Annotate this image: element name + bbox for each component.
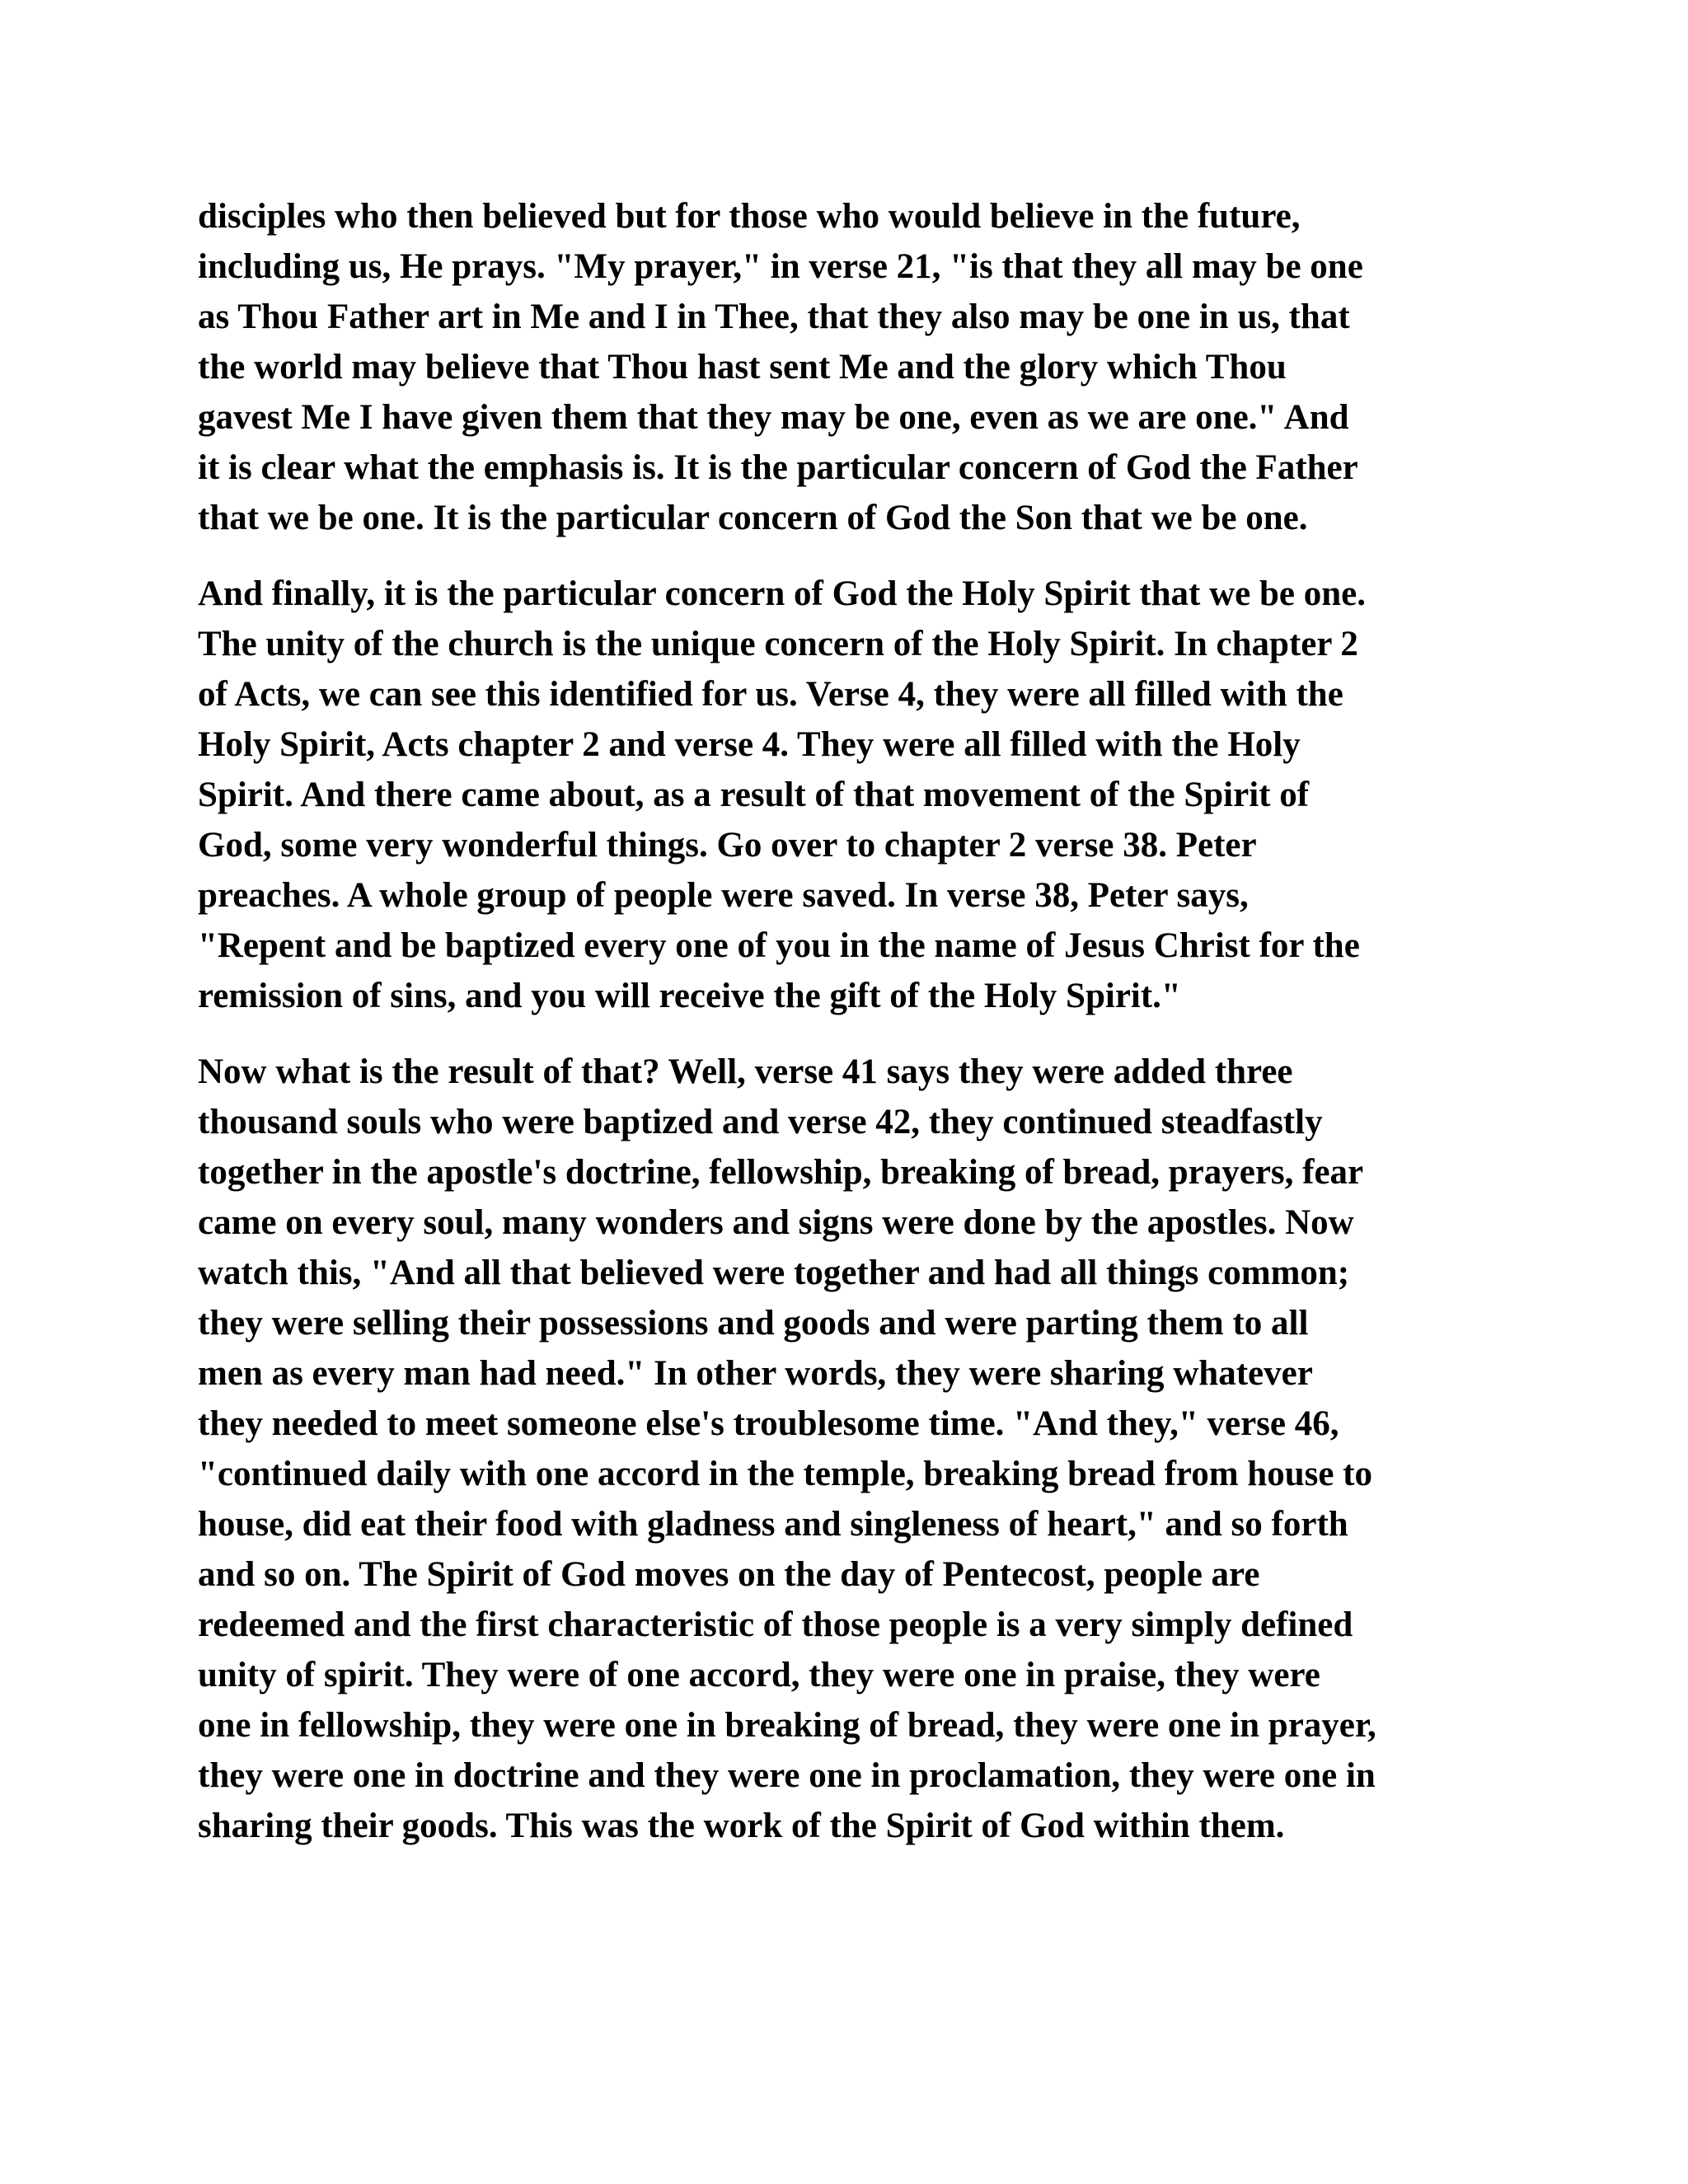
text-line: together in the apostle's doctrine, fellowship, breaking of bread, prayers, fear <box>198 1153 1364 1192</box>
text-line: and so on. The Spirit of God moves on the day of Pentecost, people are <box>198 1555 1260 1594</box>
text-line: unity of spirit. They were of one accord, they were one in praise, they were <box>198 1656 1320 1694</box>
text-line: remission of sins, and you will receive the gift of the Holy Spirit." <box>198 977 1181 1015</box>
text-line: "Repent and be baptized every one of you in the name of Jesus Christ for the <box>198 926 1360 965</box>
text-line: sharing their goods. This was the work of the Spirit of God within them. <box>198 1807 1285 1845</box>
paragraph-1 <box>198 191 1500 543</box>
text-line: preaches. A whole group of people were saved. In verse 38, Peter says, <box>198 876 1249 915</box>
text-line: house, did eat their food with gladness and singleness of heart," and so forth <box>198 1505 1348 1544</box>
text-line: watch this, "And all that believed were together and had all things common; <box>198 1254 1350 1292</box>
text-line: came on every soul, many wonders and signs were done by the apostles. Now <box>198 1203 1354 1242</box>
text-line: of Acts, we can see this identified for us. Verse 4, they were all filled with the <box>198 675 1343 714</box>
text-line: it is clear what the emphasis is. It is the particular concern of God the Father <box>198 448 1358 487</box>
text-line: redeemed and the first characteristic of those people is a very simply defined <box>198 1605 1353 1644</box>
text-line: And finally, it is the particular concern of God the Holy Spirit that we be one. <box>198 574 1367 613</box>
text-line: God, some very wonderful things. Go over to chapter 2 verse 38. Peter <box>198 826 1257 865</box>
text-line: as Thou Father art in Me and I in Thee, that they also may be one in us, that <box>198 298 1350 336</box>
text-line: they were selling their possessions and goods and were parting them to all <box>198 1304 1309 1343</box>
text-line: disciples who then believed but for those who would believe in the future, <box>198 197 1301 236</box>
paragraph-3 <box>198 1047 1500 1851</box>
text-line: Now what is the result of that? Well, verse 41 says they were added three <box>198 1052 1293 1091</box>
text-line: Spirit. And there came about, as a result of that movement of the Spirit of <box>198 776 1310 814</box>
text-line: Holy Spirit, Acts chapter 2 and verse 4. They were all filled with the Holy <box>198 725 1301 764</box>
text-line: the world may believe that Thou hast sent Me and the glory which Thou <box>198 348 1287 387</box>
text-line: that we be one. It is the particular concern of God the Son that we be one. <box>198 499 1308 537</box>
text-line: one in fellowship, they were one in breaking of bread, they were one in prayer, <box>198 1706 1376 1745</box>
text-line: The unity of the church is the unique concern of the Holy Spirit. In chapter 2 <box>198 625 1358 663</box>
text-line: men as every man had need." In other words, they were sharing whatever <box>198 1354 1313 1393</box>
text-line: including us, He prays. "My prayer," in verse 21, "is that they all may be one <box>198 247 1363 286</box>
text-line: they were one in doctrine and they were one in proclamation, they were one in <box>198 1756 1376 1795</box>
text-line: "continued daily with one accord in the temple, breaking bread from house to <box>198 1455 1373 1493</box>
text-line: they needed to meet someone else's troublesome time. "And they," verse 46, <box>198 1404 1339 1443</box>
paragraph-2 <box>198 569 1500 1021</box>
body-text <box>198 191 1500 1877</box>
text-line: thousand souls who were baptized and verse 42, they continued steadfastly <box>198 1103 1323 1141</box>
text-line: gavest Me I have given them that they may be one, even as we are one." And <box>198 398 1349 437</box>
